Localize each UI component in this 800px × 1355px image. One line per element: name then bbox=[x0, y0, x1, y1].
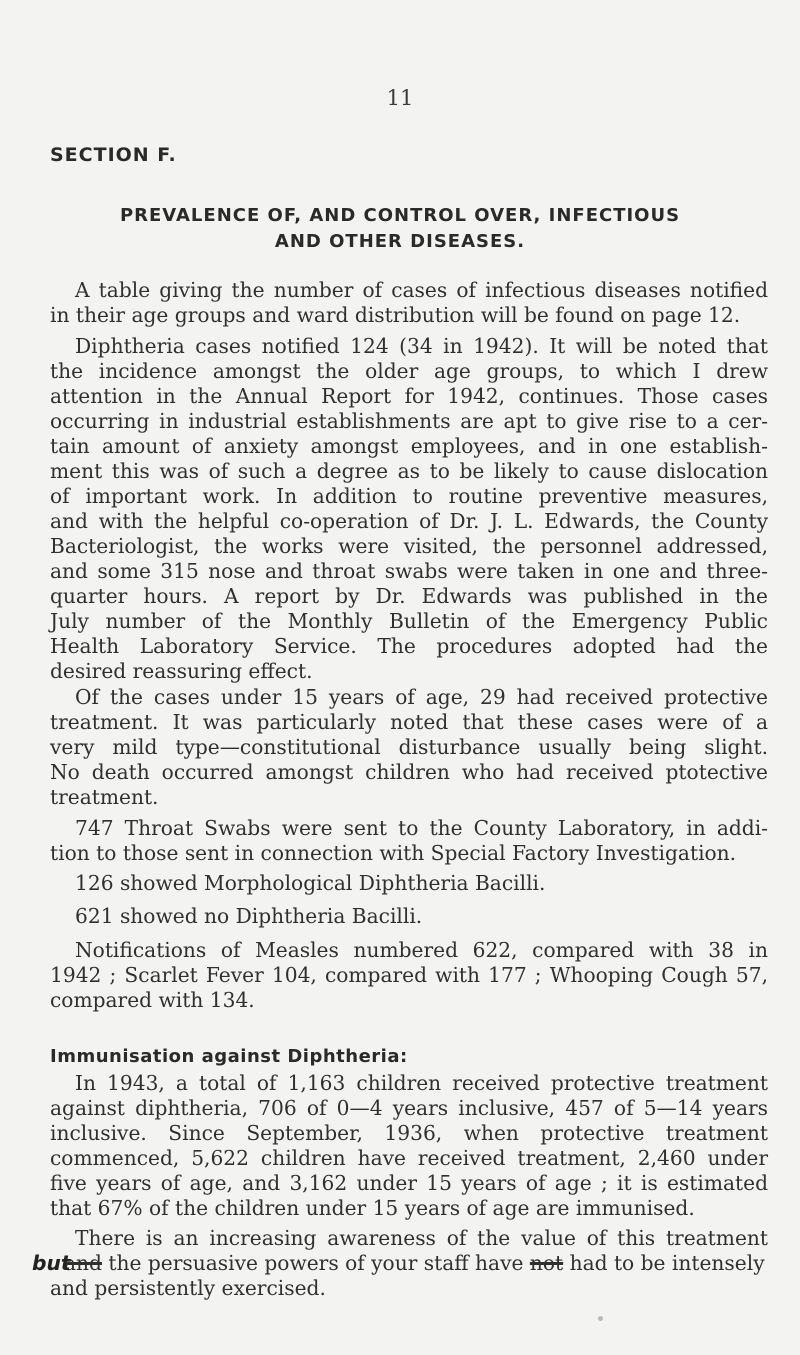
text-line: treatment. It was particularly noted that these cases were of a bbox=[50, 710, 768, 734]
text-line: and persistently exercised. bbox=[50, 1276, 326, 1300]
text-line: against diphtheria, 706 of 0—4 years inclusive, 457 of 5—14 years bbox=[50, 1096, 768, 1120]
text-line: five years of age, and 3,162 under 15 years of age ; it is estimated bbox=[50, 1171, 768, 1195]
paragraph-throat-swabs bbox=[50, 816, 768, 866]
text-line: treatment. bbox=[50, 785, 159, 809]
section-heading: SECTION F. bbox=[50, 144, 177, 166]
text-line: tion to those sent in connection with Special Factory Investigation. bbox=[50, 841, 737, 865]
text-line: compared with 134. bbox=[50, 988, 255, 1012]
handwritten-correction: but bbox=[32, 1251, 71, 1275]
section-title-line-1: PREVALENCE OF, AND CONTROL OVER, INFECTIOUS bbox=[119, 205, 681, 226]
text-line: No death occurred amongst children who had received ptotective bbox=[50, 760, 768, 784]
text-line: Notifications of Measles numbered 622, compared with 38 in bbox=[75, 938, 768, 962]
text-line-with-handwritten-correction bbox=[32, 1251, 768, 1276]
text-line: desired reassuring effect. bbox=[50, 659, 313, 683]
text-line: very mild type—constitutional disturbance usually being slight. bbox=[50, 735, 768, 759]
text-line: occurring in industrial establishments are apt to give rise to a cer- bbox=[50, 409, 768, 433]
text-line: 1942 ; Scarlet Fever 104, compared with 177 ; Whooping Cough 57, bbox=[50, 963, 768, 987]
paragraph-positive-swabs bbox=[50, 871, 768, 896]
text-line: July number of the Monthly Bulletin of the Emergency Public bbox=[50, 609, 768, 633]
text-line: in their age groups and ward distribution will be found on page 12. bbox=[50, 303, 741, 327]
text-line: 126 showed Morphological Diphtheria Bacilli. bbox=[75, 871, 546, 895]
text-line: A table giving the number of cases of infectious diseases notified bbox=[75, 278, 768, 302]
immunisation-heading: Immunisation against Diphtheria: bbox=[50, 1046, 408, 1067]
text-line: Health Laboratory Service. The procedures adopted had the bbox=[50, 634, 768, 658]
text-line: ment this was of such a degree as to be likely to cause dislocation bbox=[50, 459, 768, 483]
section-title-line-2: AND OTHER DISEASES. bbox=[274, 231, 526, 252]
text-line: 621 showed no Diphtheria Bacilli. bbox=[75, 904, 423, 928]
section-title bbox=[0, 203, 800, 255]
text-line: There is an increasing awareness of the value of this treatment bbox=[75, 1226, 768, 1250]
page-number: 11 bbox=[386, 86, 414, 110]
stray-ink-mark bbox=[598, 1316, 603, 1321]
text-line: that 67% of the children under 15 years of age are immunised. bbox=[50, 1196, 695, 1220]
text-line: Bacteriologist, the works were visited, the personnel addressed, bbox=[50, 534, 768, 558]
text-segment: the persuasive powers of your staff have bbox=[108, 1251, 524, 1275]
paragraph-notifications bbox=[50, 938, 768, 1013]
text-line: the incidence amongst the older age groups, to which I drew bbox=[50, 359, 768, 383]
text-line: attention in the Annual Report for 1942, continues. Those cases bbox=[50, 384, 768, 408]
text-line: and some 315 nose and throat swabs were taken in one and three- bbox=[50, 559, 768, 583]
text-line: In 1943, a total of 1,163 children received protective treatment bbox=[75, 1071, 768, 1095]
text-line: 747 Throat Swabs were sent to the County Laboratory, in addi- bbox=[75, 816, 768, 840]
text-line: Diphtheria cases notified 124 (34 in 1942). It will be noted that bbox=[75, 334, 768, 358]
text-line: commenced, 5,622 children have received treatment, 2,460 under bbox=[50, 1146, 768, 1170]
paragraph-immunisation-awareness bbox=[32, 1226, 768, 1301]
struck-text: not bbox=[529, 1251, 564, 1275]
text-line: inclusive. Since September, 1936, when protective treatment bbox=[50, 1121, 768, 1145]
struck-text: and bbox=[64, 1251, 102, 1275]
text-line: quarter hours. A report by Dr. Edwards was published in the bbox=[50, 584, 768, 608]
text-line: and with the helpful co-operation of Dr. J. L. Edwards, the County bbox=[50, 509, 768, 533]
paragraph-table-reference bbox=[50, 278, 768, 328]
paragraph-diphtheria-cases bbox=[50, 334, 768, 684]
paragraph-protective-treatment bbox=[50, 685, 768, 810]
text-line: Of the cases under 15 years of age, 29 had received protective bbox=[75, 685, 768, 709]
paragraph-immunisation-totals bbox=[50, 1071, 768, 1221]
text-segment: had to be intensely bbox=[569, 1251, 765, 1275]
paragraph-negative-swabs bbox=[50, 904, 768, 929]
text-line: tain amount of anxiety amongst employees, and in one establish- bbox=[50, 434, 768, 458]
text-line: of important work. In addition to routine preventive measures, bbox=[50, 484, 768, 508]
